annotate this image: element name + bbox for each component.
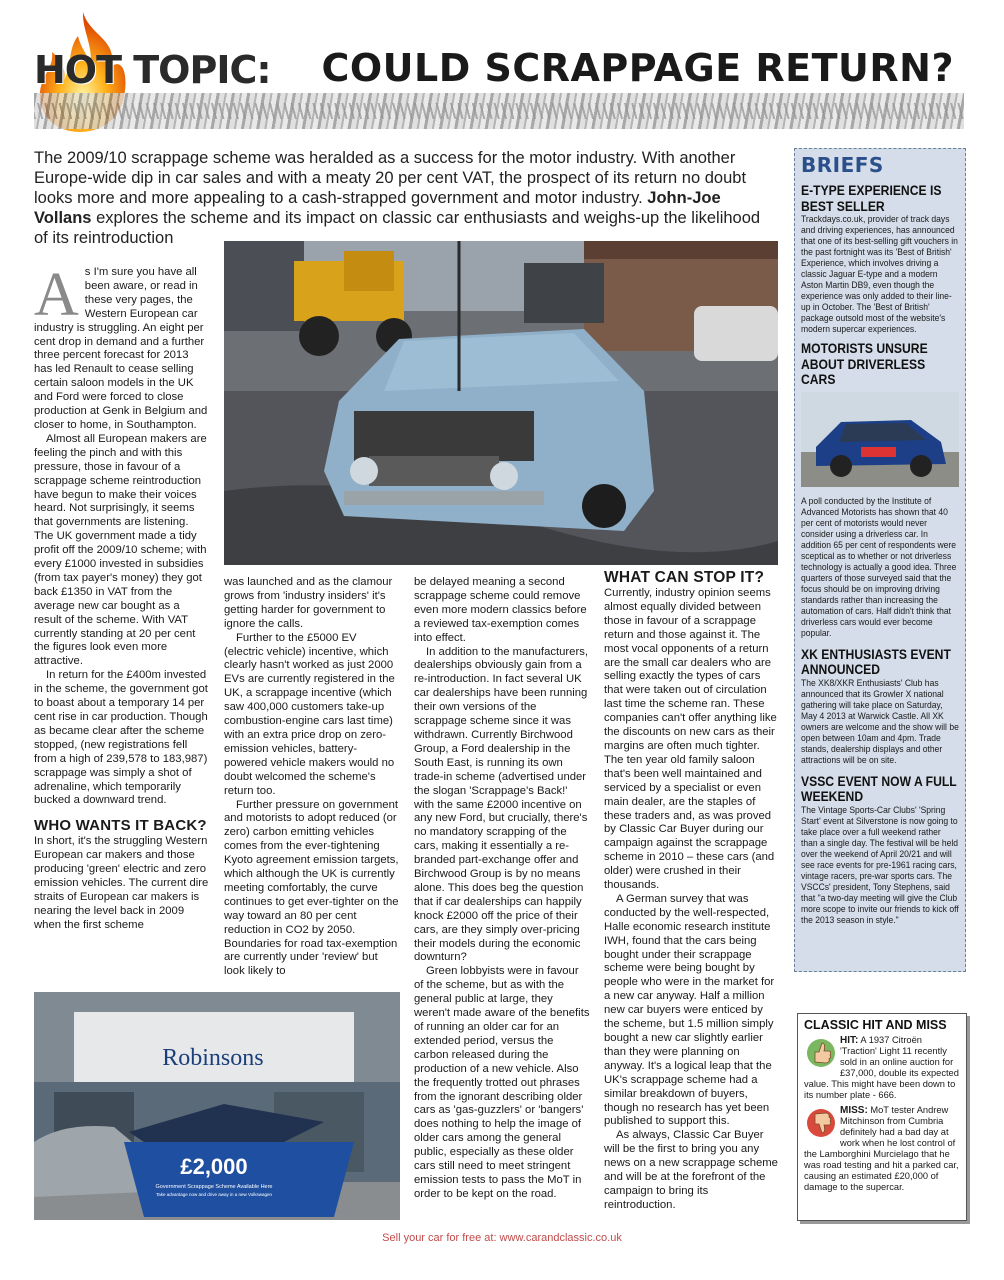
paragraph: In addition to the manufacturers, dealerships obviously gain from a re-introduction. In fact several UK car dealerships have been running their own versions of the scrappage scheme since it was withdrawn. Currently Birchwood Group, a Ford dealership in the South East, is running its own trade-in scheme (advertised under the slogan 'Scrappage's Back!' with the same £2000 incentive on any new Ford, but crucially, there's no mandatory scrapping of the cars, making it essentially a re-branded part-exchange offer and Birchwood Group is by no means alone. This does beg the question that if car dealerships can happily knock £2000 off the price of their cars, are they simply over-pricing their models during the economic downturn? — [414, 645, 589, 964]
scrapyard-car-photo — [224, 241, 778, 565]
section-label: HOT TOPIC: — [34, 48, 271, 92]
brief-text: Trackdays.co.uk, provider of track days and driving experiences, has announced that one of its best-selling gift vouchers in the past fortnight was its 'Best of British' Experience, which involves driving a classic Jaguar E-type and a modern Aston Martin DB9, even though the experience was only added to their line-up in October. The 'Best of British' package outsold most of the website's modern supercar experiences. — [801, 214, 958, 334]
brief-title: VSSC EVENT NOW A FULL WEEKEND — [801, 773, 957, 804]
hit-label: HIT: — [840, 1035, 859, 1046]
dropcap: A — [34, 261, 79, 329]
miss-label: MISS: — [840, 1105, 868, 1116]
standfirst-text: The 2009/10 scrappage scheme was heralded as a success for the motor industry. With another Europe-wide dip in car sales and with a meaty 20 per cent VAT, the prospect of its return no doubt looks more and more appealing to a cash-strapped government and motor industry. — [34, 149, 747, 207]
miss-item — [804, 1105, 960, 1193]
hit-item — [804, 1035, 960, 1101]
column-4 — [604, 570, 780, 1213]
hit-text: A 1937 Citroën 'Traction' Light 11 recently sold in an online auction for £37,000, double its expected value. This might have been down to its number plate - 666. — [804, 1035, 959, 1100]
subheading-what-can-stop-it: WHAT CAN STOP IT? — [604, 569, 765, 586]
brief-text: A poll conducted by the Institute of Advanced Motorists has shown that 40 per cent of motorists would never consider using a driverless car. In addition 65 per cent of respondents were sceptical as to whether or not driverless technology is actually a good idea. Three quarters of those surveyed said that the focus should be on improving driving standards rather than increasing the automation of cars. Half didn't think that driverless cars would ever become popular. — [801, 495, 957, 638]
brief-text: The Vintage Sports-Car Clubs' 'Spring Start' event at Silverstone is now going to take place over a full weekend rather than a single day. The festival will be held over the weekend of April 20/21 and will see race events for pre-1961 racing cars, vintage racers, pre-war sports cars. The VSCCs' president, Tony Stephens, said that "a two-day meeting will give the Club more scope to invite our friends to kick off the 2013 season in style." — [801, 804, 959, 925]
paragraph: As always, Classic Car Buyer will be the first to bring you any news on a new scrappage scheme and will be at the forefront of the campaign to bring its reintroduction. — [604, 1129, 778, 1211]
column-3 — [414, 576, 590, 1202]
paragraph: Further to the £5000 EV (electric vehicle) incentive, which clearly hasn't worked as just 2000 EVs are currently registered in the UK, a scrappage incentive (which saw 400,000 customers take-up combustion-engine cars last time) with an extra price drop on zero-emission vehicles, battery-powered vehicle makers would no doubt welcomed the scheme's return too. — [224, 631, 395, 797]
thumbs-up-icon — [806, 1035, 836, 1071]
dealer-sign: Robinsons — [162, 1044, 264, 1071]
dealership-skip-photo — [34, 992, 400, 1220]
paragraph: s I'm sure you have all been aware, or read in these very pages, the Western European car industry is struggling. An eight per cent drop in demand and a further three percent forecast for 2013 has led Renault to cease selling certain saloon models in the UK and Ford were forced to close production at Genk in Belgium and closer to home, in Southampton. — [34, 266, 208, 431]
paragraph: Further pressure on government and motorists to adopt reduced (or zero) carbon emitting vehicles comes from the ever-tightening Kyoto agreement emission targets, which although the UK is currently meeting comfortably, the curve continues to get ever-tighter on the way toward an 80 per cent reduction in CO2 by 2050. Boundaries for road tax-exemption are currently under 'review' but look likely to — [224, 798, 399, 978]
column-1 — [34, 261, 209, 933]
hit-and-miss-title: CLASSIC HIT AND MISS — [804, 1018, 947, 1032]
thumbs-down-icon — [806, 1105, 836, 1141]
standfirst-text-after: explores the scheme and its impact on classic car enthusiasts and weighs-up the likelihood of its reintroduction — [34, 209, 761, 247]
headline: COULD SCRAPPAGE RETURN? — [321, 46, 954, 90]
skip-line-1: Government Scrappage Scheme Available Here — [155, 1184, 273, 1190]
paragraph: Green lobbyists were in favour of the scheme, but as with the general public at large, they weren't made aware of the benefits of running an older car for an extended period, versus the carbon released during the production of a new vehicle. Also the frequently trotted out phrases from the ignorant describing older cars as 'gas-guzzlers' or 'bangers' does nothing to help the image of older cars among the general public, especially as these older cars still need to meet stringent emission tests to pass the MoT in order to be kept on the road. — [414, 965, 590, 1200]
standfirst — [34, 148, 776, 248]
brief-title: MOTORISTS UNSURE ABOUT DRIVERLESS CARS — [801, 341, 928, 387]
paragraph: In return for the £400m invested in the scheme, the government got to boast about a temporary 14 per cent rise in car production. Though as became clear after the scheme stopped, (new registrations fell from a high of 239,578 to 183,987) scrappage was simply a shot of adrenaline, which temporarily bucked a downward trend. — [34, 669, 208, 807]
paragraph: A German survey that was conducted by the well-respected, Halle economic research institute IWH, found that the cars being bought under their scrappage scheme were being bought by people who were in the market for a new car anyway. Half a million new car buyers were enticed by the scheme, but 1.5 million simply bought a new car slightly earlier than they were planning on anyway. It's a logical leap that the UK's scrappage scheme had a similar breakdown of buyers, though no research has yet been published to support this. — [604, 892, 775, 1128]
driverless-car-photo — [801, 392, 959, 487]
paragraph: In short, it's the struggling Western European car makers and those producing 'green' electric and zero emission vehicles. The current dire straits of European car makers is nearing the level back in 2009 when the first scheme — [34, 835, 209, 931]
paragraph: Currently, industry opinion seems almost equally divided between those in favour of a scrappage return and those against it. The most vocal opponents of a return are the small car dealers who are selling exactly the types of cars that were taken out of circulation last time the scheme ran. These companies can't offer anything like the discounts on new cars as their margins are often much tighter. The ten year old family saloon that's been well maintained and serviced by a specialist or even main dealer, are the staples of these traders and, as was proved by Classic Car Buyer during our campaign against the scrappage scheme in 2010 – these cars (and older) were crushed in their thousands. — [604, 587, 777, 892]
tyre-track-divider — [34, 93, 964, 129]
paragraph: was launched and as the clamour grows from 'industry insiders' it's getting harder for government to ignore the calls. — [224, 576, 393, 630]
paragraph: be delayed meaning a second scrappage scheme could remove even more modern classics before a reviewed tax-exemption comes into effect. — [414, 576, 587, 644]
brief-title: E-TYPE EXPERIENCE IS BEST SELLER — [801, 183, 942, 214]
paragraph: Almost all European makers are feeling the pinch and with this pressure, those in favour of a scrappage scheme reintroduction have begun to make their voices heard. Not surprisingly, it seems that governments are listening. The UK government made a tidy profit off the 2009/10 scheme; with every £1000 invested in subsidies (from tax payer's money) they got back £1350 in VAT from the average new car bought as a result of the scheme. With VAT currently standing at 20 per cent the figures look even more attractive. — [34, 432, 207, 668]
subheading-who-wants-it: WHO WANTS IT BACK? — [34, 817, 207, 835]
brief-text: The XK8/XKR Enthusiasts' Club has announced that its Growler X national gathering will take place on Saturday, May 4 2013 at Warwick Castle. All XK owners are welcome and the show will be open between 10am and 4pm. Trade stands, dealership displays and other attractions will be on site. — [801, 677, 959, 765]
footer-link[interactable]: Sell your car for free at: www.carandclassic.co.uk — [382, 1232, 622, 1244]
briefs-panel — [794, 148, 966, 972]
miss-text: MoT tester Andrew Mitchinson from Cumbria definitely had a bad day at work when he lost control of the Lamborghini Murcielago that he was road testing and hit a parked car, causing an estimated £20,000 of damage to the supercar. — [804, 1105, 959, 1192]
skip-price: £2,000 — [180, 1154, 248, 1179]
brief-title: XK ENTHUSIASTS EVENT ANNOUNCED — [801, 646, 951, 677]
column-2 — [224, 576, 399, 979]
hit-and-miss-box — [797, 1013, 967, 1221]
skip-line-2: Take advantage now and drive away in a new Volkswagen — [155, 1192, 273, 1197]
author-name: John-Joe Vollans — [34, 189, 721, 227]
briefs-title: BRIEFS — [801, 153, 884, 177]
